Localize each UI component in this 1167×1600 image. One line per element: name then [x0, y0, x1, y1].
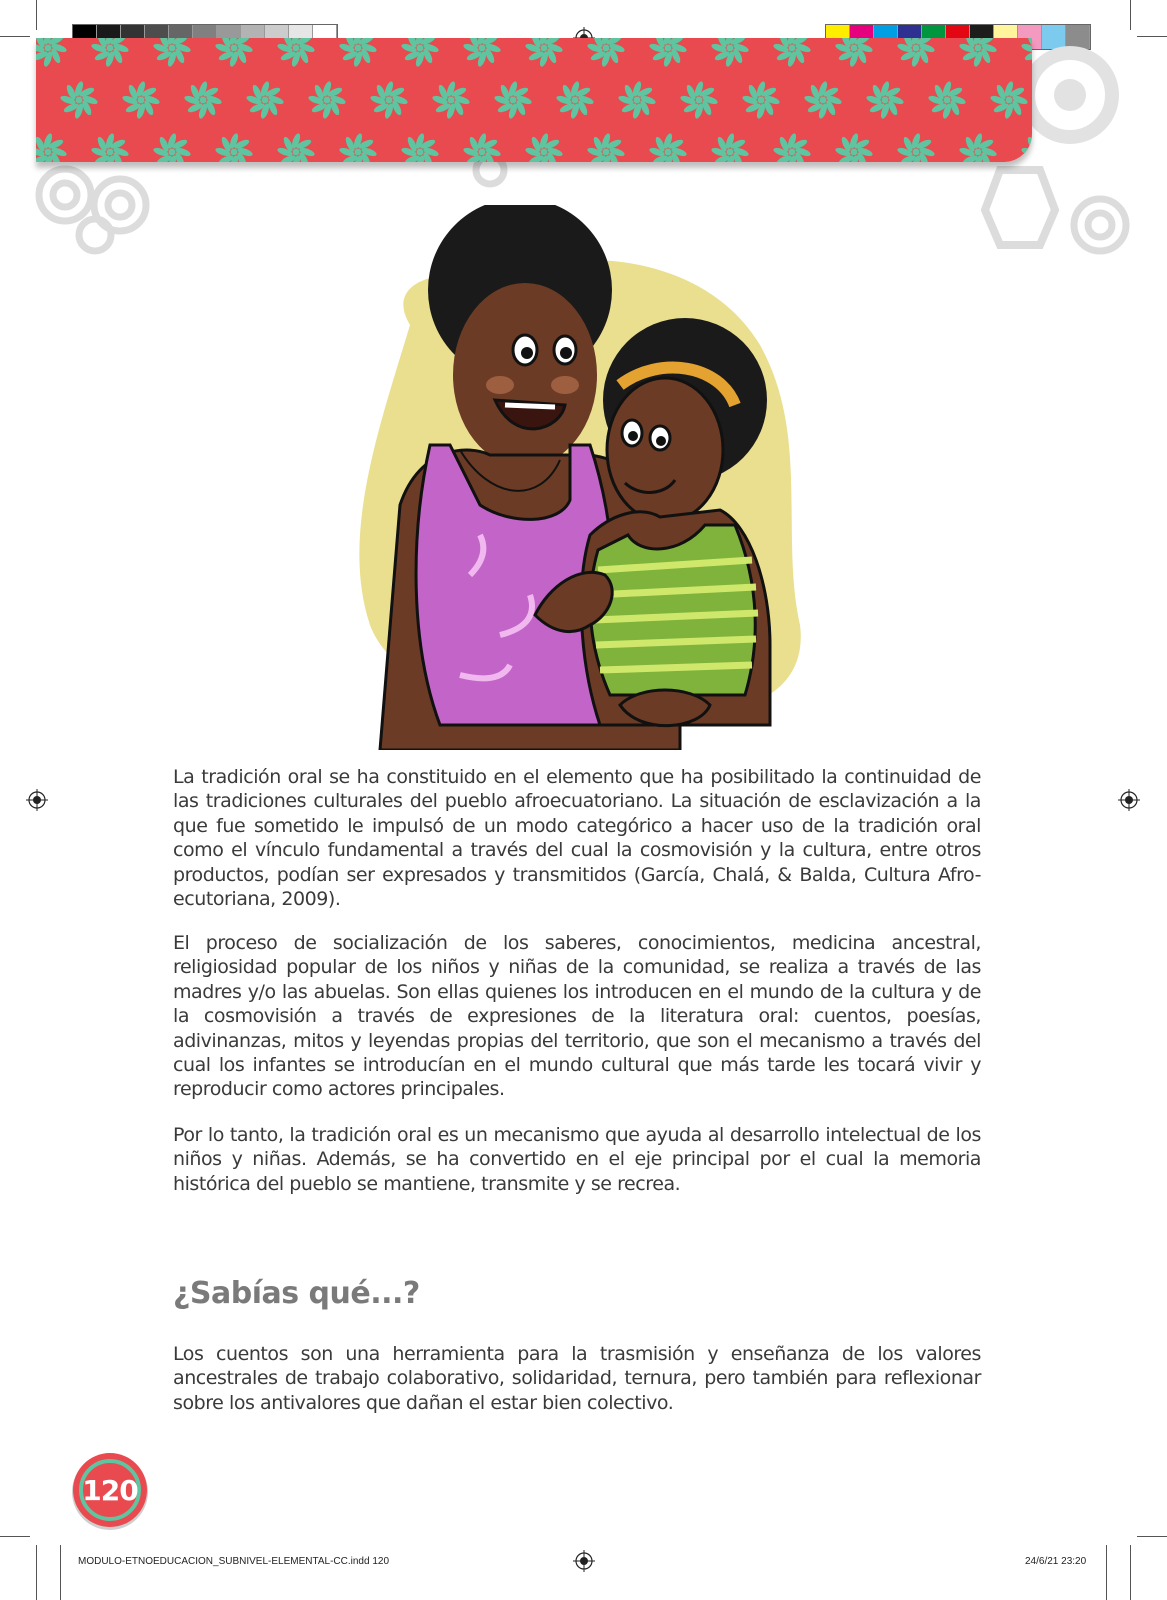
crop-mark — [36, 1545, 37, 1600]
page-number-badge — [70, 1450, 150, 1530]
registration-mark-icon — [1118, 789, 1140, 811]
flower-pattern — [36, 38, 1032, 162]
sabias-que-heading: ¿Sabías qué...? — [173, 1276, 420, 1311]
crop-mark — [1106, 1545, 1107, 1600]
crop-mark — [60, 1545, 61, 1600]
body-paragraph-2: El proceso de socialización de los saberes, conocimientos, medicina ancestral, religiosidad popular de los niños y niñas de la comunidad, se realiza a través de las madres y/o las abuelas. Son ellas quienes los introducen en el mundo de la cultura y de la cosmovisión a través de expresiones de la literatura oral: cuentos, poesías, adivinanzas, mitos y leyendas propias del territorio, que son el mecanismo a través del cual los infantes se introducían en el mundo cultural que más tarde les tocará vivir y reproducir como actores principales. — [173, 932, 981, 1101]
crop-mark — [1130, 1545, 1131, 1600]
page-number: 120 — [82, 1474, 138, 1507]
registration-mark-icon — [573, 1550, 595, 1572]
registration-mark-icon — [26, 789, 48, 811]
crop-mark — [0, 1536, 30, 1537]
crop-mark — [36, 0, 37, 30]
crop-mark — [1130, 0, 1131, 30]
body-paragraph-3: Por lo tanto, la tradición oral es un mecanismo que ayuda al desarrollo intelectual de los niños y niñas. Además, se ha convertido en el eje principal por el cual la memoria histórica del pueblo se mantiene, transmite y se recrea. — [173, 1124, 981, 1195]
crop-mark — [1137, 1536, 1167, 1537]
crop-mark — [1137, 36, 1167, 37]
mother-and-daughter-illustration — [340, 205, 820, 750]
decorative-header-band — [36, 38, 1032, 162]
decorative-swirl-pattern — [1020, 40, 1160, 160]
sabias-que-text: Los cuentos son una herramienta para la trasmisión y enseñanza de los valores ancestrales de trabajo colaborativo, solidaridad, ternura, pero también para reflexionar sobre los antivalores que dañan el estar bien colectivo. — [173, 1343, 981, 1414]
slug-date: 24/6/21 23:20 — [1025, 1556, 1087, 1567]
body-paragraph-1: La tradición oral se ha constituido en el elemento que ha posibilitado la continuidad de las tradiciones culturales del pueblo afroecuatoriano. La situación de esclavización a la que fue sometido le impulsó de un modo categórico a hacer uso de la tradición oral como el vínculo fundamental a través del cual la cosmovisión y la cultura, entre otros productos, podían ser expresados y transmitidos (García, Chalá, & Balda, Cultura Afro-ecutoriana, 2009). — [173, 766, 981, 911]
slug-filename: MODULO-ETNOEDUCACION_SUBNIVEL-ELEMENTAL-CC.indd 120 — [78, 1556, 390, 1567]
crop-mark — [0, 36, 30, 37]
